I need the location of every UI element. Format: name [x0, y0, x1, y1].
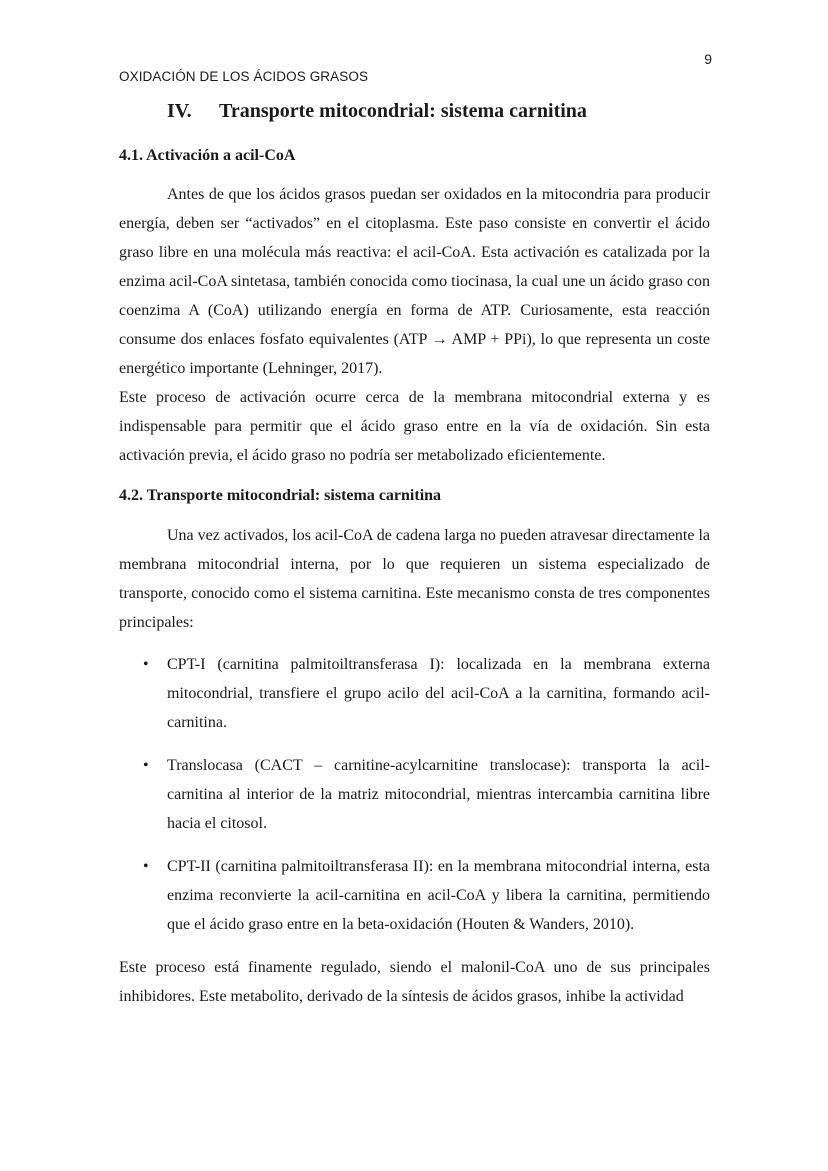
- section-heading-4-2: 4.2. Transporte mitocondrial: sistema carnitina: [119, 487, 442, 504]
- list-item-cpt1: [119, 650, 710, 737]
- page-number: 9: [704, 51, 712, 67]
- components-list: [119, 650, 710, 939]
- page-content: [119, 97, 710, 1011]
- bullet-marker: •: [143, 858, 149, 875]
- list-item-text: CPT-I (carnitina palmitoiltransferasa I): localizada en la membrana externa mitocondrial, transfiere el grupo acilo del acil-CoA a la carnitina, formando acil-carnitina.: [167, 656, 710, 731]
- section-heading-4-1: 4.1. Activación a acil-CoA: [119, 147, 296, 164]
- paragraph-activation: Antes de que los ácidos grasos puedan ser oxidados en la mitocondria para producir energía, deben ser “activados” en el citoplasma. Este paso consiste en convertir el ácido graso libre en una molécula más reactiva: el acil-CoA. Esta activación es catalizada por la enzima acil-CoA sintetasa, también conocida como tiocinasa, la cual une un ácido graso con coenzima A (CoA) utilizando energía en forma de ATP. Curiosamente, esta reacción consume dos enlaces fosfato equivalentes (ATP → AMP + PPi), lo que representa un coste energético importante (Lehninger, 2017).: [119, 186, 710, 377]
- chapter-number: IV.: [167, 100, 192, 122]
- paragraph-regulation: Este proceso está finamente regulado, siendo el malonil-CoA uno de sus principales inhibidores. Este metabolito, derivado de la síntesis de ácidos grasos, inhibe la actividad: [119, 959, 710, 1005]
- chapter-title: [167, 97, 710, 125]
- running-header: OXIDACIÓN DE LOS ÁCIDOS GRASOS: [119, 69, 369, 84]
- list-item-text: CPT-II (carnitina palmitoiltransferasa II): en la membrana mitocondrial interna, esta enzima reconvierte la acil-carnitina en acil-CoA y libera la carnitina, permitiendo que el ácido graso entre en la beta-oxidación (Houten & Wanders, 2010).: [167, 858, 710, 933]
- list-item-cact: [119, 751, 710, 838]
- bullet-marker: •: [143, 656, 149, 673]
- list-item-cpt2: [119, 852, 710, 939]
- paragraph-activation-location: Este proceso de activación ocurre cerca de la membrana mitocondrial externa y es indispensable para permitir que el ácido graso entre en la vía de oxidación. Sin esta activación previa, el ácido graso no podría ser metabolizado eficientemente.: [119, 389, 710, 464]
- bullet-marker: •: [143, 757, 149, 774]
- list-item-text: Translocasa (CACT – carnitine-acylcarnitine translocase): transporta la acil-carnitina al interior de la matriz mitocondrial, mientras intercambia carnitina libre hacia el citosol.: [167, 757, 710, 832]
- chapter-title-text: Transporte mitocondrial: sistema carnitina: [219, 100, 587, 122]
- paragraph-transport-intro: Una vez activados, los acil-CoA de cadena larga no pueden atravesar directamente la membrana mitocondrial interna, por lo que requieren un sistema especializado de transporte, conocido como el sistema carnitina. Este mecanismo consta de tres componentes principales:: [119, 527, 711, 631]
